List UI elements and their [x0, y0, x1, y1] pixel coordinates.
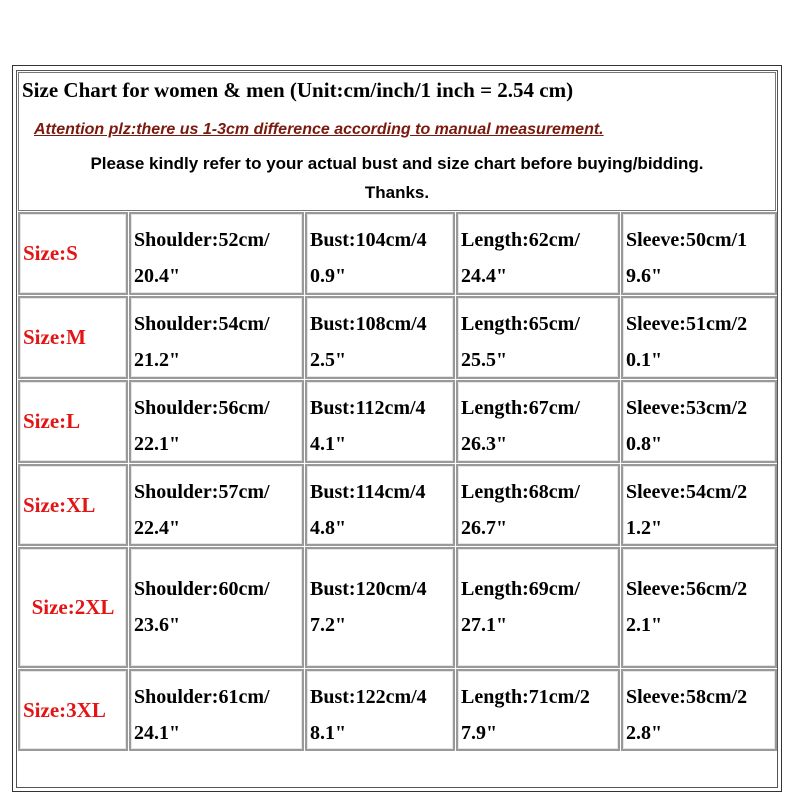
bust-cell [305, 669, 455, 751]
measurement-inch: 2.5" [310, 349, 347, 371]
measurement-cm: Bust:108cm/4 [310, 313, 427, 335]
size-label: Size:L [23, 409, 81, 433]
measurement-text [626, 679, 775, 751]
size-cell [18, 464, 128, 546]
bust-cell [305, 380, 455, 463]
attention-note: Attention plz:there us 1-3cm difference according to manual measurement. [34, 121, 604, 138]
measurement-inch: 4.8" [310, 517, 347, 539]
length-cell [456, 296, 620, 379]
measurement-cm: Shoulder:52cm/ [134, 229, 270, 251]
measurement-cm: Bust:114cm/4 [310, 481, 426, 503]
measurement-inch: 23.6" [134, 614, 181, 636]
size-cell [18, 380, 128, 463]
measurement-text [134, 390, 302, 462]
measurement-cm: Shoulder:61cm/ [134, 686, 270, 708]
measurement-cm: Sleeve:53cm/2 [626, 397, 748, 419]
measurement-cm: Bust:122cm/4 [310, 686, 427, 708]
shoulder-cell [129, 212, 304, 295]
bust-cell [305, 547, 455, 668]
measurement-cm: Bust:112cm/4 [310, 397, 426, 419]
measurement-cm: Shoulder:54cm/ [134, 313, 270, 335]
measurement-text [310, 474, 453, 546]
measurement-inch: 24.4" [461, 265, 508, 287]
measurement-inch: 0.8" [626, 433, 663, 455]
measurement-text [134, 571, 302, 643]
length-cell [456, 547, 620, 668]
size-label: Size:S [23, 241, 78, 265]
measurement-inch: 7.9" [461, 722, 498, 744]
length-cell [456, 669, 620, 751]
measurement-inch: 24.1" [134, 722, 181, 744]
notice-line-1: Please kindly refer to your actual bust and size chart before buying/bidding. [90, 154, 704, 173]
shoulder-cell [129, 669, 304, 751]
size-cell [18, 296, 128, 379]
measurement-inch: 22.4" [134, 517, 181, 539]
measurement-inch: 25.5" [461, 349, 508, 371]
length-cell [456, 464, 620, 546]
measurement-inch: 9.6" [626, 265, 663, 287]
notice-line-2: Thanks. [364, 183, 430, 202]
measurement-inch: 26.7" [461, 517, 508, 539]
measurement-cm: Sleeve:54cm/2 [626, 481, 748, 503]
measurement-inch: 21.2" [134, 349, 181, 371]
measurement-inch: 22.1" [134, 433, 181, 455]
measurement-inch: 20.4" [134, 265, 181, 287]
measurement-inch: 26.3" [461, 433, 508, 455]
measurement-cm: Sleeve:51cm/2 [626, 313, 748, 335]
measurement-cm: Length:62cm/ [461, 229, 580, 251]
measurement-text [626, 306, 775, 378]
measurement-inch: 0.9" [310, 265, 347, 287]
measurement-cm: Bust:104cm/4 [310, 229, 427, 251]
measurement-text [310, 390, 453, 462]
measurement-inch: 2.1" [626, 614, 663, 636]
size-label: Size:3XL [23, 697, 106, 722]
measurement-cm: Sleeve:58cm/2 [626, 686, 748, 708]
sleeve-cell [621, 464, 777, 546]
shoulder-cell [129, 296, 304, 379]
measurement-text [134, 306, 302, 378]
measurement-text [310, 571, 453, 643]
measurement-text [461, 474, 618, 546]
measurement-cm: Length:65cm/ [461, 313, 580, 335]
chart-title: Size Chart for women & men (Unit:cm/inch/1 inch = 2.54 cm) [22, 78, 574, 102]
sleeve-cell [621, 212, 777, 295]
measurement-text [461, 571, 618, 643]
bust-cell [305, 212, 455, 295]
measurement-text [310, 306, 453, 378]
measurement-cm: Sleeve:50cm/1 [626, 229, 748, 251]
measurement-cm: Sleeve:56cm/2 [626, 578, 748, 600]
measurement-inch: 8.1" [310, 722, 347, 744]
length-cell [456, 212, 620, 295]
measurement-text [134, 474, 302, 546]
sleeve-cell [621, 669, 777, 751]
measurement-cm: Shoulder:57cm/ [134, 481, 270, 503]
measurement-cm: Length:71cm/2 [461, 686, 590, 708]
measurement-inch: 0.1" [626, 349, 663, 371]
measurement-inch: 27.1" [461, 614, 508, 636]
measurement-cm: Length:68cm/ [461, 481, 580, 503]
sleeve-cell [621, 380, 777, 463]
measurement-text [461, 679, 618, 751]
measurement-inch: 2.8" [626, 722, 663, 744]
sleeve-cell [621, 547, 777, 668]
bust-cell [305, 464, 455, 546]
sleeve-cell [621, 296, 777, 379]
measurement-text [134, 679, 302, 751]
measurement-text [461, 390, 618, 462]
size-label: Size:2XL [31, 595, 115, 619]
measurement-text [626, 571, 775, 643]
measurement-cm: Length:67cm/ [461, 397, 580, 419]
measurement-cm: Length:69cm/ [461, 578, 580, 600]
measurement-text [626, 390, 775, 462]
bust-cell [305, 296, 455, 379]
measurement-text [626, 474, 775, 546]
size-label: Size:M [23, 325, 86, 349]
measurement-text [461, 306, 618, 378]
measurement-cm: Shoulder:56cm/ [134, 397, 270, 419]
shoulder-cell [129, 547, 304, 668]
measurement-text [134, 222, 302, 294]
size-cell [18, 212, 128, 295]
size-cell [18, 547, 128, 668]
measurement-inch: 7.2" [310, 614, 347, 636]
measurement-cm: Shoulder:60cm/ [134, 578, 270, 600]
measurement-cm: Bust:120cm/4 [310, 578, 427, 600]
measurement-inch: 4.1" [310, 433, 347, 455]
measurement-text [310, 222, 453, 294]
shoulder-cell [129, 380, 304, 463]
size-cell [18, 669, 128, 751]
measurement-text [310, 679, 453, 751]
measurement-inch: 1.2" [626, 517, 663, 539]
shoulder-cell [129, 464, 304, 546]
measurement-text [461, 222, 618, 294]
measurement-text [626, 222, 775, 294]
length-cell [456, 380, 620, 463]
size-label: Size:XL [23, 492, 96, 517]
